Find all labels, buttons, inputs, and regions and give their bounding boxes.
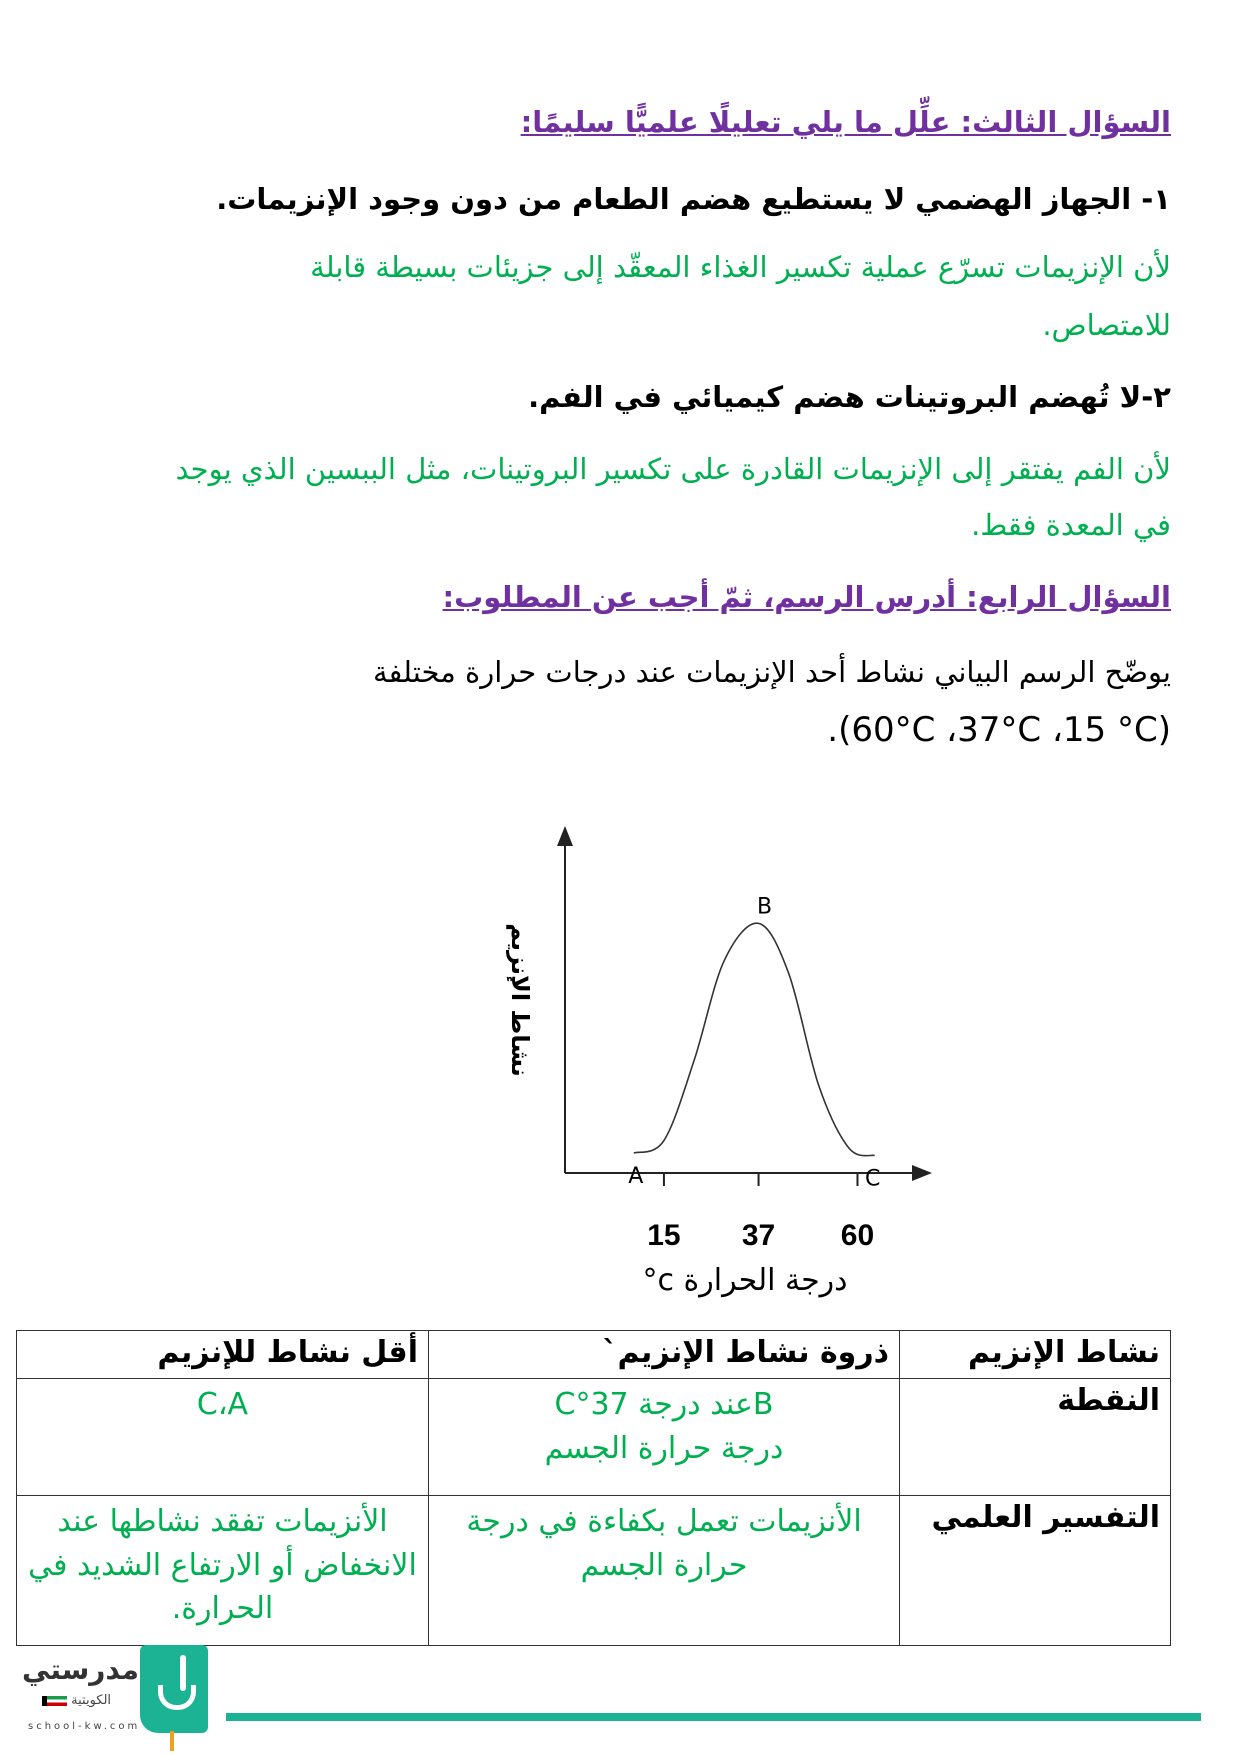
- x-axis-label: درجة الحرارة c°: [642, 1263, 848, 1298]
- header-cell: أقل نشاط للإنزيم: [17, 1331, 429, 1379]
- logo-sub: الكويتية: [42, 1693, 111, 1708]
- x-tick-label: 15: [647, 1219, 681, 1252]
- question4-heading: السؤال الرابع: أدرس الرسم، ثمّ أجب عن المطلوب:: [442, 580, 1171, 614]
- table-row: [17, 1379, 1171, 1496]
- cell-line: Bعند درجة 37°C: [554, 1387, 774, 1422]
- table-cell: [17, 1496, 429, 1646]
- cell-line: الأنزيمات تعمل بكفاءة في درجة: [466, 1504, 862, 1539]
- y-axis-label: نشاط الإنزيم: [506, 923, 534, 1077]
- header-cell: نشاط الإنزيم: [900, 1331, 1171, 1379]
- table-cell: [429, 1496, 900, 1646]
- cell-line: الأنزيمات تفقد نشاطها عند: [57, 1504, 388, 1539]
- answer1-line2: للامتصاص.: [1042, 308, 1171, 342]
- question3-item2: ٢-لا تُهضم البروتينات هضم كيميائي في الفم.: [528, 380, 1171, 414]
- table-cell: [17, 1379, 429, 1496]
- logo-site: school-kw.com: [28, 1721, 141, 1732]
- table-cell: [429, 1379, 900, 1496]
- header-cell: ذروة نشاط الإنزيم`: [429, 1331, 900, 1379]
- footer-divider: [226, 1713, 1201, 1721]
- answer2-line2: في المعدة فقط.: [971, 508, 1171, 542]
- table-header-row: [17, 1331, 1171, 1379]
- logo-mark-icon: [140, 1645, 208, 1733]
- table-row: [17, 1496, 1171, 1646]
- cell-line: حرارة الجسم: [580, 1547, 748, 1583]
- cell-line: درجة حرارة الجسم: [544, 1430, 784, 1466]
- question3-item1: ١- الجهاز الهضمي لا يستطيع هضم الطعام من دون وجود الإنزيمات.: [216, 182, 1171, 216]
- row-label: النقطة: [900, 1379, 1171, 1496]
- cell-line: الانخفاض أو الارتفاع الشديد في: [28, 1547, 417, 1583]
- point-label-a: A: [628, 1164, 644, 1190]
- logo-name: مدرستي: [22, 1653, 139, 1686]
- question3-heading: السؤال الثالث: علِّل ما يلي تعليلًا علميًّا سليمًا:: [520, 105, 1171, 139]
- enzyme-activity-chart: [450, 800, 950, 1320]
- cell-line: C،A: [196, 1387, 249, 1422]
- x-tick-label: 37: [741, 1219, 776, 1252]
- answer2-line1: لأن الفم يفتقر إلى الإنزيمات القادرة على تكسير البروتينات، مثل الببسين الذي يوجد: [175, 452, 1171, 486]
- question4-text-line2: (60°C ،37°C ،15 °C).: [827, 710, 1171, 750]
- x-tick-label: 60: [840, 1219, 875, 1252]
- row-label: التفسير العلمي: [900, 1496, 1171, 1646]
- madrasati-logo: [22, 1645, 222, 1755]
- answer1-line1: لأن الإنزيمات تسرّع عملية تكسير الغذاء المعقّد إلى جزيئات بسيطة قابلة: [310, 250, 1171, 284]
- point-label-b: B: [757, 894, 773, 920]
- point-label-c: C: [864, 1166, 881, 1192]
- activity-curve: [634, 923, 875, 1156]
- question4-text-line1: يوضّح الرسم البياني نشاط أحد الإنزيمات عند درجات حرارة مختلفة: [372, 655, 1171, 689]
- enzyme-activity-table: [16, 1330, 1171, 1646]
- cell-line: الحرارة.: [171, 1591, 274, 1626]
